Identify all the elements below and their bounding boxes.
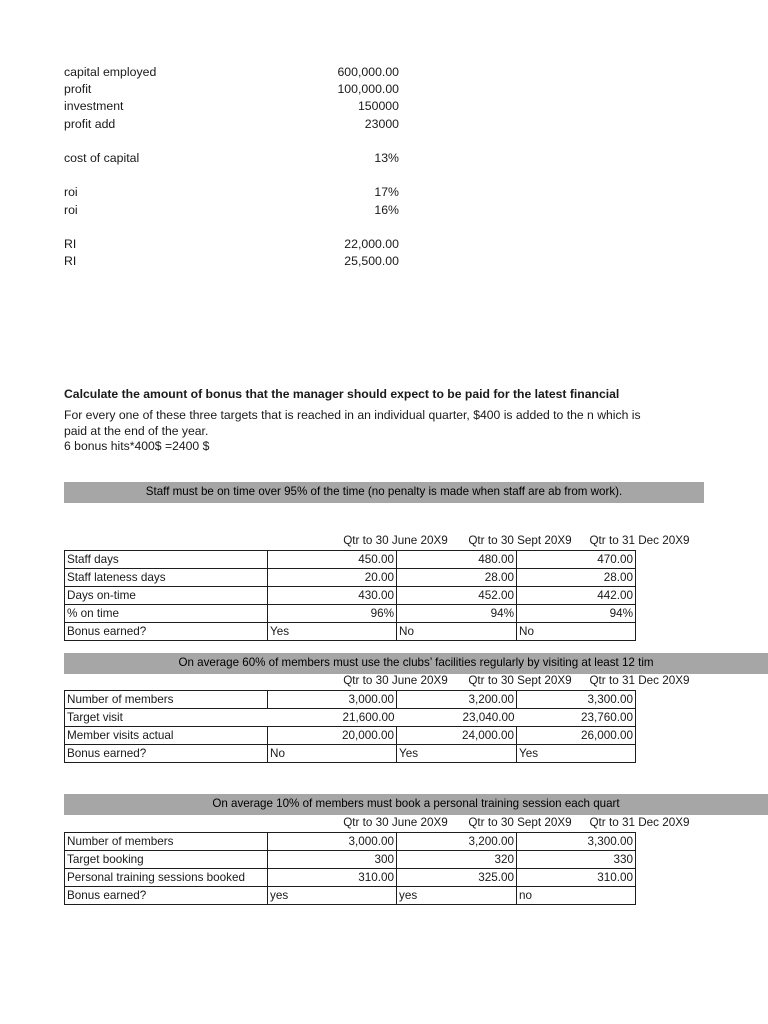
row-label-cell: Target visit — [65, 709, 268, 727]
row-value-cell: 310.00 — [268, 869, 397, 887]
row-value-cell: No — [268, 745, 397, 763]
column-header-q3: Qtr to 31 Dec 20X9 — [589, 816, 690, 829]
summary-spacer — [64, 133, 399, 150]
row-value-cell: 23,760.00 — [517, 709, 636, 727]
summary-spacer — [64, 219, 399, 236]
row-label-cell: Number of members — [65, 833, 268, 851]
row-label-cell: Member visits actual — [65, 727, 268, 745]
row-label-cell: Number of members — [65, 691, 268, 709]
summary-row — [64, 64, 399, 81]
summary-label: profit — [64, 82, 92, 97]
row-value-cell: 450.00 — [268, 551, 397, 569]
summary-label: RI — [64, 254, 77, 269]
section-table — [64, 550, 636, 641]
section-banner-text: On average 10% of members must book a personal training session each quart — [212, 797, 620, 810]
summary-row — [64, 236, 399, 253]
summary-row — [64, 202, 399, 219]
section-table — [64, 690, 636, 763]
row-value-cell: 3,000.00 — [268, 833, 397, 851]
summary-label: capital employed — [64, 65, 157, 79]
row-value-cell: 23,040.00 — [397, 709, 517, 727]
summary-label: profit add — [64, 116, 116, 131]
column-header-q1: Qtr to 30 June 20X9 — [343, 534, 448, 547]
section-banner — [64, 482, 704, 503]
summary-figures-block — [64, 64, 399, 270]
row-value-cell: 28.00 — [517, 569, 636, 587]
row-label-cell: Staff lateness days — [65, 569, 268, 587]
row-label-cell: Bonus earned? — [65, 623, 268, 641]
row-value-cell: 300 — [268, 851, 397, 869]
column-header-q1: Qtr to 30 June 20X9 — [343, 674, 448, 687]
summary-row — [64, 98, 399, 115]
row-value-cell: 442.00 — [517, 587, 636, 605]
summary-row — [64, 253, 399, 270]
column-header-q3: Qtr to 31 Dec 20X9 — [589, 674, 690, 687]
prose-paragraph: For every one of these three targets that is reached in an individual quarter, $400 is added to the n which is paid at the end of the year. — [64, 408, 641, 438]
row-value-cell: 310.00 — [517, 869, 636, 887]
row-value-cell: 3,000.00 — [268, 691, 397, 709]
row-label-cell: Days on-time — [65, 587, 268, 605]
summary-value: 600,000.00 — [337, 65, 399, 79]
table-row — [65, 587, 636, 605]
summary-label: investment — [64, 99, 124, 114]
summary-row — [64, 150, 399, 167]
section-banner — [64, 653, 768, 674]
summary-label: cost of capital — [64, 150, 140, 165]
summary-label: roi — [64, 185, 78, 200]
table-row — [65, 745, 636, 763]
summary-value: 100,000.00 — [337, 82, 399, 97]
summary-spacer — [64, 167, 399, 184]
row-value-cell: 470.00 — [517, 551, 636, 569]
row-label-cell: Bonus earned? — [65, 745, 268, 763]
row-value-cell: 26,000.00 — [517, 727, 636, 745]
row-value-cell: 330 — [517, 851, 636, 869]
row-value-cell: 430.00 — [268, 587, 397, 605]
prose-block — [64, 386, 768, 455]
row-label-cell: Target booking — [65, 851, 268, 869]
prose-heading: Calculate the amount of bonus that the manager should expect to be paid for the latest financial — [64, 387, 620, 401]
row-value-cell: 20,000.00 — [268, 727, 397, 745]
column-header-q2: Qtr to 30 Sept 20X9 — [468, 534, 572, 547]
row-value-cell: Yes — [268, 623, 397, 641]
row-value-cell: 3,200.00 — [397, 833, 517, 851]
table-row — [65, 869, 636, 887]
summary-value: 13% — [374, 150, 399, 165]
section-table — [64, 832, 636, 905]
row-value-cell: 20.00 — [268, 569, 397, 587]
row-value-cell: 96% — [268, 605, 397, 623]
row-value-cell: 94% — [397, 605, 517, 623]
summary-value: 25,500.00 — [344, 254, 399, 269]
row-value-cell: yes — [397, 887, 517, 905]
summary-label: roi — [64, 202, 78, 217]
row-value-cell: No — [397, 623, 517, 641]
summary-value: 17% — [374, 185, 399, 200]
summary-label: RI — [64, 236, 77, 251]
summary-row — [64, 81, 399, 98]
row-value-cell: 3,300.00 — [517, 691, 636, 709]
table-row — [65, 887, 636, 905]
table-row — [65, 569, 636, 587]
row-value-cell: yes — [268, 887, 397, 905]
row-label-cell: % on time — [65, 605, 268, 623]
row-value-cell: no — [517, 887, 636, 905]
summary-value: 16% — [374, 202, 399, 217]
table-row — [65, 727, 636, 745]
table-row — [65, 851, 636, 869]
section-banner — [64, 794, 768, 815]
quarter-header-row — [64, 815, 690, 831]
row-label-cell: Staff days — [65, 551, 268, 569]
section-banner-text: Staff must be on time over 95% of the time (no penalty is made when staff are ab from work). — [145, 485, 623, 498]
row-value-cell: 3,300.00 — [517, 833, 636, 851]
summary-value: 150000 — [357, 99, 399, 114]
row-value-cell: 320 — [397, 851, 517, 869]
table-row — [65, 709, 636, 727]
table-row — [65, 605, 636, 623]
row-value-cell: 94% — [517, 605, 636, 623]
summary-row — [64, 116, 399, 133]
row-label-cell: Bonus earned? — [65, 887, 268, 905]
row-value-cell: 3,200.00 — [397, 691, 517, 709]
table-row — [65, 691, 636, 709]
table-row — [65, 551, 636, 569]
summary-row — [64, 184, 399, 201]
section-banner-text: On average 60% of members must use the clubs’ facilities regularly by visiting at least 12 tim — [178, 656, 654, 669]
row-label-cell: Personal training sessions booked — [65, 869, 268, 887]
column-header-q1: Qtr to 30 June 20X9 — [343, 816, 448, 829]
column-header-q3: Qtr to 31 Dec 20X9 — [589, 534, 690, 547]
column-header-q2: Qtr to 30 Sept 20X9 — [468, 816, 572, 829]
summary-value: 22,000.00 — [344, 236, 399, 251]
row-value-cell: 24,000.00 — [397, 727, 517, 745]
row-value-cell: 325.00 — [397, 869, 517, 887]
row-value-cell: Yes — [517, 745, 636, 763]
quarter-header-row — [64, 533, 690, 549]
summary-value: 23000 — [364, 116, 399, 131]
row-value-cell: No — [517, 623, 636, 641]
row-value-cell: 480.00 — [397, 551, 517, 569]
prose-calculation: 6 bonus hits*400$ =2400 $ — [64, 439, 210, 453]
row-value-cell: 452.00 — [397, 587, 517, 605]
row-value-cell: 21,600.00 — [268, 709, 397, 727]
row-value-cell: 28.00 — [397, 569, 517, 587]
table-row — [65, 833, 636, 851]
row-value-cell: Yes — [397, 745, 517, 763]
quarter-header-row — [64, 673, 690, 689]
table-row — [65, 623, 636, 641]
column-header-q2: Qtr to 30 Sept 20X9 — [468, 674, 572, 687]
